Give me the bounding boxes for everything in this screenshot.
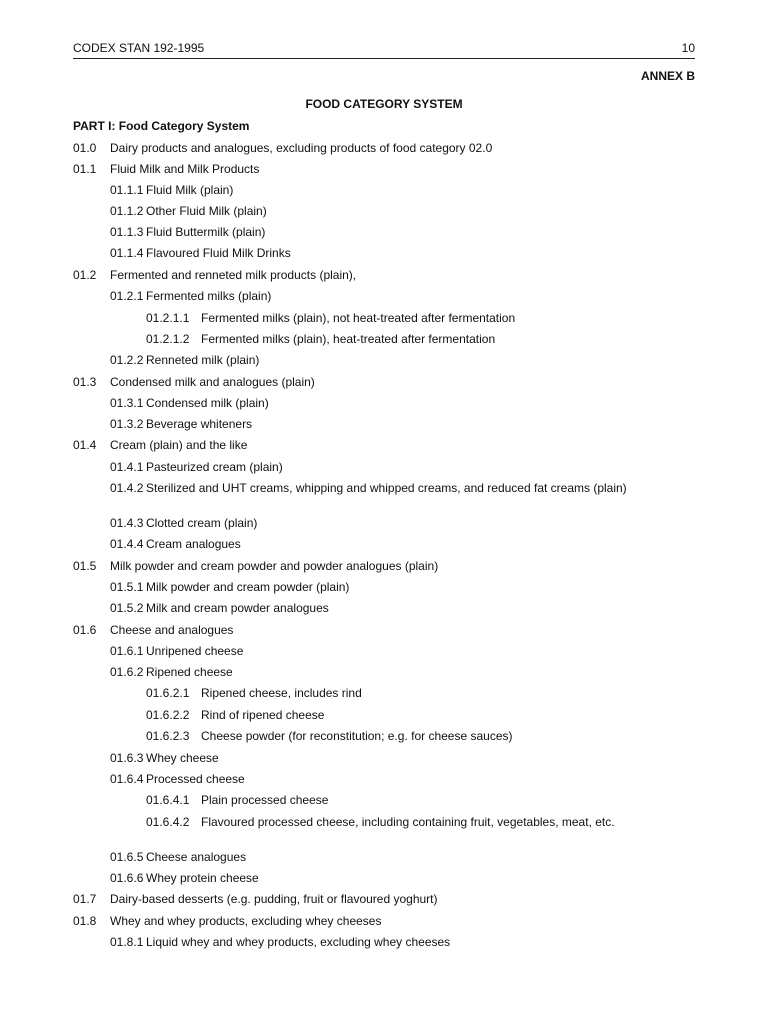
category-code: 01.6.1 [110,644,144,658]
category-description: Milk powder and cream powder (plain) [146,580,350,594]
category-code: 01.6.2 [110,665,144,679]
category-description: Cheese powder (for reconstitution; e.g. for cheese sauces) [201,729,513,743]
category-code: 01.6.4 [110,772,144,786]
document-title: FOOD CATEGORY SYSTEM [305,97,463,111]
category-code: 01.8.1 [110,935,144,949]
category-description: Liquid whey and whey products, excluding whey cheeses [146,935,451,949]
category-description: Unripened cheese [146,644,244,658]
category-description: Clotted cream (plain) [146,516,258,530]
category-code: 01.2.1.2 [146,332,190,346]
category-description: Whey and whey products, excluding whey cheeses [110,914,382,928]
category-description: Whey cheese [146,751,219,765]
category-code: 01.4.2 [110,481,144,495]
part-heading: PART I: Food Category System [73,119,250,133]
category-description: Condensed milk and analogues (plain) [110,375,315,389]
category-code: 01.8 [73,914,97,928]
category-description: Ripened cheese [146,665,233,679]
category-code: 01.4 [73,438,97,452]
category-description: Cream (plain) and the like [110,438,248,452]
category-code: 01.7 [73,892,97,906]
category-description: Fermented milks (plain) [146,289,272,303]
category-description: Dairy-based desserts (e.g. pudding, fruit or flavoured yoghurt) [110,892,438,906]
category-code: 01.3.2 [110,417,144,431]
category-code: 01.0 [73,141,97,155]
category-description: Fermented milks (plain), heat-treated after fermentation [201,332,496,346]
category-description: Whey protein cheese [146,871,259,885]
category-description: Rind of ripened cheese [201,708,325,722]
category-description: Flavoured processed cheese, including containing fruit, vegetables, meat, etc. [201,815,615,829]
category-code: 01.6.3 [110,751,144,765]
category-description: Fermented and renneted milk products (plain), [110,268,357,282]
document-reference: CODEX STAN 192-1995 [73,41,205,55]
page-number: 10 [681,41,695,55]
category-code: 01.2.1.1 [146,311,190,325]
category-description: Dairy products and analogues, excluding products of food category 02.0 [110,141,493,155]
category-code: 01.2.1 [110,289,144,303]
category-code: 01.5.2 [110,601,144,615]
category-description: Renneted milk (plain) [146,353,260,367]
category-code: 01.5.1 [110,580,144,594]
category-description: Beverage whiteners [146,417,253,431]
category-description: Sterilized and UHT creams, whipping and whipped creams, and reduced fat creams (plain) [146,481,627,495]
annex-label: ANNEX B [640,69,695,83]
category-code: 01.4.3 [110,516,144,530]
category-description: Cheese and analogues [110,623,234,637]
category-code: 01.2.2 [110,353,144,367]
category-description: Flavoured Fluid Milk Drinks [146,246,291,260]
category-code: 01.1.3 [110,225,144,239]
category-code: 01.3.1 [110,396,144,410]
category-description: Other Fluid Milk (plain) [146,204,267,218]
category-description: Condensed milk (plain) [146,396,269,410]
category-code: 01.6.2.2 [146,708,190,722]
category-code: 01.1.4 [110,246,144,260]
category-code: 01.4.1 [110,460,144,474]
category-code: 01.5 [73,559,97,573]
category-description: Milk powder and cream powder and powder analogues (plain) [110,559,439,573]
category-code: 01.6.6 [110,871,144,885]
category-description: Pasteurized cream (plain) [146,460,283,474]
category-description: Fluid Milk (plain) [146,183,234,197]
category-code: 01.6.2.1 [146,686,190,700]
category-code: 01.3 [73,375,97,389]
category-code: 01.6.4.2 [146,815,190,829]
category-description: Plain processed cheese [201,793,329,807]
category-description: Processed cheese [146,772,245,786]
category-description: Fluid Milk and Milk Products [110,162,260,176]
category-description: Cheese analogues [146,850,247,864]
category-description: Ripened cheese, includes rind [201,686,362,700]
category-code: 01.6.5 [110,850,144,864]
category-code: 01.6.4.1 [146,793,190,807]
category-code: 01.1 [73,162,97,176]
category-code: 01.1.1 [110,183,144,197]
category-code: 01.6.2.3 [146,729,190,743]
category-description: Cream analogues [146,537,241,551]
category-description: Fermented milks (plain), not heat-treated after fermentation [201,311,516,325]
category-description: Milk and cream powder analogues [146,601,329,615]
category-code: 01.6 [73,623,97,637]
category-code: 01.4.4 [110,537,144,551]
category-code: 01.2 [73,268,97,282]
category-description: Fluid Buttermilk (plain) [146,225,266,239]
category-code: 01.1.2 [110,204,144,218]
